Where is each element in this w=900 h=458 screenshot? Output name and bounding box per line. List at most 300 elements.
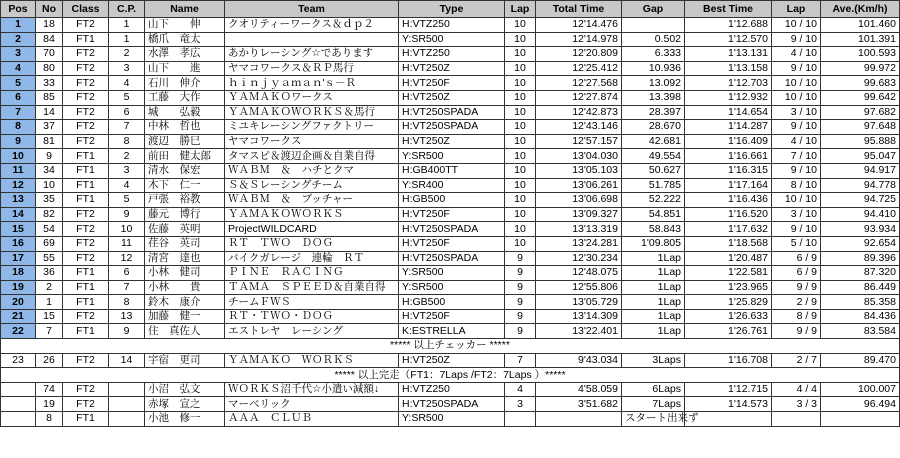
cell-type: H:VTZ250 <box>399 18 505 33</box>
cell-team: マーベリック <box>225 397 399 412</box>
cell-ave <box>821 412 900 427</box>
cell-class: FT1 <box>63 178 109 193</box>
cell-cp: 9 <box>109 324 145 339</box>
header-row <box>1 1 900 18</box>
cell-no: 35 <box>36 193 63 208</box>
cell-best-time: 1'20.487 <box>685 251 772 266</box>
cell-type: H:VT250SPADA <box>399 105 505 120</box>
cell-gap <box>622 18 685 33</box>
cell-name: 清宮 達也 <box>145 251 225 266</box>
table-row <box>1 76 900 91</box>
cell-class: FT1 <box>63 149 109 164</box>
cell-cp: 7 <box>109 120 145 135</box>
cell-name: 佐藤 英明 <box>145 222 225 237</box>
cell-team: バイクガレージ 連輪 ＲＴ <box>225 251 399 266</box>
cell-type: H:VT250Z <box>399 353 505 368</box>
cell-pos: 20 <box>1 295 36 310</box>
cell-best-time: 1'25.829 <box>685 295 772 310</box>
cell-cp: 13 <box>109 309 145 324</box>
cell-no: 14 <box>36 105 63 120</box>
cell-pos: 7 <box>1 105 36 120</box>
cell-no: 54 <box>36 222 63 237</box>
cell-cp: 6 <box>109 266 145 281</box>
table-row <box>1 90 900 105</box>
cell-total-time <box>536 412 622 427</box>
cell-lap: 10 <box>505 105 536 120</box>
cell-name: 小林 健司 <box>145 266 225 281</box>
col-no-header: No <box>36 1 63 18</box>
table-row <box>1 266 900 281</box>
cell-name: 赤塚 宣之 <box>145 397 225 412</box>
cell-no: 74 <box>36 382 63 397</box>
cell-total-time: 12'42.873 <box>536 105 622 120</box>
cell-best-lap: 8 / 10 <box>772 178 821 193</box>
cell-total-time: 3'51.682 <box>536 397 622 412</box>
cell-ave: 95.888 <box>821 134 900 149</box>
cell-lap: 10 <box>505 207 536 222</box>
cell-ave: 94.778 <box>821 178 900 193</box>
cell-type: H:VT250Z <box>399 90 505 105</box>
cell-team: ＷＯＲＫＳ沼千代☆小遣い減額↓ <box>225 382 399 397</box>
cell-best-lap: 2 / 9 <box>772 295 821 310</box>
cell-name: 小沼 弘文 <box>145 382 225 397</box>
cell-gap: 3Laps <box>622 353 685 368</box>
cell-cp: 3 <box>109 163 145 178</box>
cell-name: 前田 健太郎 <box>145 149 225 164</box>
cell-class: FT1 <box>63 324 109 339</box>
cell-no: 82 <box>36 207 63 222</box>
cell-pos: 22 <box>1 324 36 339</box>
cell-name: 中林 哲也 <box>145 120 225 135</box>
cell-total-time: 12'14.476 <box>536 18 622 33</box>
cell-total-time: 13'05.729 <box>536 295 622 310</box>
cell-type: H:VT250Z <box>399 61 505 76</box>
cell-type: H:VT250Z <box>399 134 505 149</box>
cell-gap: 1Lap <box>622 280 685 295</box>
cell-pos: 21 <box>1 309 36 324</box>
cell-best-time: 1'14.654 <box>685 105 772 120</box>
cell-cp: 9 <box>109 207 145 222</box>
cell-name: 山下 進 <box>145 61 225 76</box>
cell-best-lap: 9 / 10 <box>772 61 821 76</box>
cell-best-lap: 2 / 7 <box>772 353 821 368</box>
cell-cp: 8 <box>109 134 145 149</box>
cell-pos: 5 <box>1 76 36 91</box>
cell-cp: 2 <box>109 149 145 164</box>
cell-name: 小林 貴 <box>145 280 225 295</box>
cell-total-time: 12'57.157 <box>536 134 622 149</box>
cell-team <box>225 32 399 47</box>
cell-pos: 15 <box>1 222 36 237</box>
cell-type: H:VT250F <box>399 207 505 222</box>
cell-team: ＷＡＢＭ ＆ ブッチャー <box>225 193 399 208</box>
cell-best-time: 1'16.409 <box>685 134 772 149</box>
cell-best-lap: 9 / 10 <box>772 32 821 47</box>
cell-class: FT2 <box>63 309 109 324</box>
cell-ave: 100.007 <box>821 382 900 397</box>
cell-lap: 10 <box>505 222 536 237</box>
cell-name: 橋爪 竜太 <box>145 32 225 47</box>
cell-cp: 11 <box>109 236 145 251</box>
cell-cp: 4 <box>109 178 145 193</box>
cell-ave: 95.047 <box>821 149 900 164</box>
cell-gap: 28.397 <box>622 105 685 120</box>
cell-total-time: 13'14.309 <box>536 309 622 324</box>
col-gap-header: Gap <box>622 1 685 18</box>
cell-name: 渡辺 勝巳 <box>145 134 225 149</box>
cell-gap: 6.333 <box>622 47 685 62</box>
cell-cp: 10 <box>109 222 145 237</box>
table-row <box>1 120 900 135</box>
table-row <box>1 149 900 164</box>
col-total-time-header: Total Time <box>536 1 622 18</box>
cell-lap: 9 <box>505 324 536 339</box>
cell-pos: 14 <box>1 207 36 222</box>
table-row <box>1 353 900 368</box>
cell-no: 33 <box>36 76 63 91</box>
cell-name: 石川 伸介 <box>145 76 225 91</box>
cell-team: ＹＡＭＡＫＯ ＷＯＲＫＳ <box>225 353 399 368</box>
cell-class: FT2 <box>63 61 109 76</box>
cell-gap: 51.785 <box>622 178 685 193</box>
cell-type: H:VT250F <box>399 236 505 251</box>
cell-pos <box>1 412 36 427</box>
cell-class: FT1 <box>63 295 109 310</box>
cell-type: H:GB400TT <box>399 163 505 178</box>
table-row <box>1 324 900 339</box>
cell-class: FT1 <box>63 280 109 295</box>
cell-cp: 1 <box>109 18 145 33</box>
cell-gap: 13.092 <box>622 76 685 91</box>
cell-lap: 10 <box>505 18 536 33</box>
cell-total-time: 13'22.401 <box>536 324 622 339</box>
col-class-header: Class <box>63 1 109 18</box>
cell-ave: 101.391 <box>821 32 900 47</box>
cell-name: 城 弘毅 <box>145 105 225 120</box>
cell-type: K:ESTRELLA <box>399 324 505 339</box>
cell-type: H:VT250SPADA <box>399 251 505 266</box>
cell-best-time: 1'23.965 <box>685 280 772 295</box>
table-row <box>1 61 900 76</box>
cell-name: 藤元 博行 <box>145 207 225 222</box>
col-best-lap-header: Lap <box>772 1 821 18</box>
cell-pos: 9 <box>1 134 36 149</box>
cell-type: Y:SR500 <box>399 32 505 47</box>
cell-lap: 9 <box>505 309 536 324</box>
cell-ave: 87.320 <box>821 266 900 281</box>
cell-cp: 6 <box>109 105 145 120</box>
cell-team: ヤマコワークス＆ＲＰ馬行 <box>225 61 399 76</box>
cell-type: H:VT250SPADA <box>399 397 505 412</box>
cell-best-lap: 4 / 10 <box>772 134 821 149</box>
cell-best-lap: 3 / 10 <box>772 105 821 120</box>
cell-pos: 3 <box>1 47 36 62</box>
cell-no: 69 <box>36 236 63 251</box>
cell-total-time: 12'30.234 <box>536 251 622 266</box>
cell-best-lap: 9 / 9 <box>772 280 821 295</box>
cell-lap: 10 <box>505 90 536 105</box>
cell-pos: 18 <box>1 266 36 281</box>
cell-team: ＡＡＡ ＣＬＵＢ <box>225 412 399 427</box>
cell-team: クオリティーワークス＆ｄｐ２ <box>225 18 399 33</box>
cell-lap: 10 <box>505 120 536 135</box>
cell-pos <box>1 397 36 412</box>
cell-team: ＹＡＭＡＫＯＷＯＲＫＳ <box>225 207 399 222</box>
cell-ave: 101.460 <box>821 18 900 33</box>
table-row <box>1 412 900 427</box>
cell-best-lap: 4 / 4 <box>772 382 821 397</box>
cell-best-time: 1'16.661 <box>685 149 772 164</box>
cell-gap: 6Laps <box>622 382 685 397</box>
cell-best-time: 1'16.520 <box>685 207 772 222</box>
cell-team: ＲＴ ＴＷＯ ＤＯＧ <box>225 236 399 251</box>
cell-total-time: 9'43.034 <box>536 353 622 368</box>
cell-best-time: 1'18.568 <box>685 236 772 251</box>
col-type-header: Type <box>399 1 505 18</box>
cell-best-lap: 5 / 10 <box>772 236 821 251</box>
cell-total-time: 12'27.874 <box>536 90 622 105</box>
table-row <box>1 32 900 47</box>
cell-class: FT2 <box>63 207 109 222</box>
cell-lap: 10 <box>505 149 536 164</box>
cell-class: FT2 <box>63 105 109 120</box>
cell-best-time: 1'16.708 <box>685 353 772 368</box>
col-ave-header: Ave.(Km/h) <box>821 1 900 18</box>
cell-best-time: 1'12.932 <box>685 90 772 105</box>
cell-best-lap: 10 / 10 <box>772 90 821 105</box>
cell-ave: 92.654 <box>821 236 900 251</box>
cell-total-time: 12'25.412 <box>536 61 622 76</box>
cell-pos <box>1 382 36 397</box>
cell-name: 住 真佐人 <box>145 324 225 339</box>
cell-type: H:VT250F <box>399 76 505 91</box>
cell-pos: 1 <box>1 18 36 33</box>
cell-pos: 12 <box>1 178 36 193</box>
cell-best-time: 1'26.633 <box>685 309 772 324</box>
table-row <box>1 397 900 412</box>
cell-team: ミユキレーシングファクトリー <box>225 120 399 135</box>
cell-no: 80 <box>36 61 63 76</box>
cell-ave: 99.683 <box>821 76 900 91</box>
cell-lap: 9 <box>505 280 536 295</box>
results-body <box>1 18 900 427</box>
cell-total-time: 12'14.978 <box>536 32 622 47</box>
cell-ave: 84.436 <box>821 309 900 324</box>
cell-no: 70 <box>36 47 63 62</box>
cell-best-time: 1'12.703 <box>685 76 772 91</box>
cell-ave: 89.396 <box>821 251 900 266</box>
cell-best-lap: 8 / 9 <box>772 309 821 324</box>
cell-name: 小池 修一 <box>145 412 225 427</box>
table-row <box>1 382 900 397</box>
cell-gap: 1'09.805 <box>622 236 685 251</box>
cell-no: 26 <box>36 353 63 368</box>
cell-ave: 85.358 <box>821 295 900 310</box>
cell-total-time: 13'06.261 <box>536 178 622 193</box>
cell-type: H:VT250SPADA <box>399 120 505 135</box>
cell-type: H:VTZ250 <box>399 382 505 397</box>
cell-ave: 83.584 <box>821 324 900 339</box>
cell-pos: 13 <box>1 193 36 208</box>
cell-total-time: 13'04.030 <box>536 149 622 164</box>
table-row <box>1 236 900 251</box>
cell-gap: スタート出来ず <box>622 412 685 427</box>
cell-best-lap: 9 / 10 <box>772 163 821 178</box>
cell-best-time: 1'22.581 <box>685 266 772 281</box>
cell-class: FT2 <box>63 236 109 251</box>
cell-type: H:VTZ250 <box>399 47 505 62</box>
cell-team: ＷＡＢＭ ＆ ハチとクマ <box>225 163 399 178</box>
col-team-header: Team <box>225 1 399 18</box>
cell-team: ＹＡＭＡＫＯＷＯＲＫＳ＆馬行 <box>225 105 399 120</box>
cell-cp: 7 <box>109 280 145 295</box>
cell-best-lap: 9 / 9 <box>772 324 821 339</box>
cell-cp: 5 <box>109 90 145 105</box>
cell-best-time: 1'16.315 <box>685 163 772 178</box>
cell-type: H:VT250F <box>399 309 505 324</box>
table-row <box>1 134 900 149</box>
cell-lap: 3 <box>505 397 536 412</box>
separator-text: ***** 以上完走（FT1：7Laps /FT2：7Laps ）***** <box>1 368 900 383</box>
cell-best-lap: 3 / 3 <box>772 397 821 412</box>
cell-lap: 10 <box>505 236 536 251</box>
cell-lap: 10 <box>505 47 536 62</box>
cell-team: ProjectWILDCARD <box>225 222 399 237</box>
cell-gap: 49.554 <box>622 149 685 164</box>
cell-team: Ｓ＆Ｓレーシングチーム <box>225 178 399 193</box>
table-row <box>1 207 900 222</box>
cell-name: 戸張 裕教 <box>145 193 225 208</box>
cell-total-time: 13'13.319 <box>536 222 622 237</box>
cell-best-time: 1'16.436 <box>685 193 772 208</box>
cell-best-lap: 7 / 10 <box>772 149 821 164</box>
cell-no: 18 <box>36 18 63 33</box>
cell-type: H:GB500 <box>399 193 505 208</box>
cell-type: Y:SR500 <box>399 149 505 164</box>
cell-name: 水澤 孝広 <box>145 47 225 62</box>
cell-ave: 99.972 <box>821 61 900 76</box>
cell-ave: 97.682 <box>821 105 900 120</box>
cell-pos: 17 <box>1 251 36 266</box>
cell-cp: 1 <box>109 32 145 47</box>
cell-type: Y:SR500 <box>399 412 505 427</box>
cell-lap: 10 <box>505 61 536 76</box>
cell-team: ＴＡＭＡ ＳＰＥＥＤ＆自業自得 <box>225 280 399 295</box>
cell-cp: 5 <box>109 193 145 208</box>
cell-team: タマスピ＆渡辺企画＆自業自得 <box>225 149 399 164</box>
cell-lap: 10 <box>505 193 536 208</box>
cell-cp: 3 <box>109 61 145 76</box>
cell-gap: 1Lap <box>622 251 685 266</box>
cell-best-time: 1'13.131 <box>685 47 772 62</box>
cell-best-lap: 4 / 10 <box>772 47 821 62</box>
cell-no: 84 <box>36 32 63 47</box>
cell-team: ＹＡＭＡＫＯワークス <box>225 90 399 105</box>
cell-pos: 19 <box>1 280 36 295</box>
cell-best-time: 1'12.688 <box>685 18 772 33</box>
cell-ave: 94.410 <box>821 207 900 222</box>
cell-best-time: 1'17.632 <box>685 222 772 237</box>
cell-total-time: 12'48.075 <box>536 266 622 281</box>
table-row <box>1 280 900 295</box>
cell-best-time: 1'12.570 <box>685 32 772 47</box>
cell-name: 荏谷 英司 <box>145 236 225 251</box>
cell-best-lap: 10 / 10 <box>772 76 821 91</box>
cell-best-time: 1'12.715 <box>685 382 772 397</box>
cell-gap: 50.627 <box>622 163 685 178</box>
cell-total-time: 13'06.698 <box>536 193 622 208</box>
separator-row <box>1 368 900 383</box>
cell-no: 19 <box>36 397 63 412</box>
cell-name: 木下 仁一 <box>145 178 225 193</box>
cell-name: 加藤 健一 <box>145 309 225 324</box>
cell-total-time: 12'43.146 <box>536 120 622 135</box>
cell-gap: 1Lap <box>622 266 685 281</box>
table-row <box>1 18 900 33</box>
cell-name: 山下 伸 <box>145 18 225 33</box>
cell-class: FT1 <box>63 32 109 47</box>
cell-ave: 97.648 <box>821 120 900 135</box>
cell-gap: 58.843 <box>622 222 685 237</box>
cell-type: Y:SR500 <box>399 280 505 295</box>
cell-total-time: 13'09.327 <box>536 207 622 222</box>
cell-lap: 4 <box>505 382 536 397</box>
cell-no: 36 <box>36 266 63 281</box>
cell-best-lap: 10 / 10 <box>772 18 821 33</box>
cell-lap: 9 <box>505 295 536 310</box>
cell-total-time: 12'55.806 <box>536 280 622 295</box>
cell-best-lap: 9 / 10 <box>772 222 821 237</box>
table-row <box>1 178 900 193</box>
cell-class: FT2 <box>63 353 109 368</box>
cell-class: FT2 <box>63 90 109 105</box>
cell-no: 37 <box>36 120 63 135</box>
cell-class: FT2 <box>63 47 109 62</box>
cell-team: ヤマコワークス <box>225 134 399 149</box>
cell-lap: 9 <box>505 251 536 266</box>
cell-class: FT2 <box>63 397 109 412</box>
col-best-time-header: Best Time <box>685 1 772 18</box>
cell-class: FT2 <box>63 76 109 91</box>
cell-lap <box>505 412 536 427</box>
cell-class: FT2 <box>63 251 109 266</box>
cell-no: 2 <box>36 280 63 295</box>
cell-pos: 10 <box>1 149 36 164</box>
cell-type: H:VT250SPADA <box>399 222 505 237</box>
cell-class: FT2 <box>63 222 109 237</box>
cell-gap: 1Lap <box>622 324 685 339</box>
cell-cp: 12 <box>109 251 145 266</box>
table-row <box>1 309 900 324</box>
cell-no: 1 <box>36 295 63 310</box>
cell-gap: 28.670 <box>622 120 685 135</box>
cell-team: あかりレーシング☆であります <box>225 47 399 62</box>
col-pos-header: Pos <box>1 1 36 18</box>
cell-best-time: 1'26.761 <box>685 324 772 339</box>
cell-cp <box>109 397 145 412</box>
table-row <box>1 105 900 120</box>
cell-class: FT2 <box>63 382 109 397</box>
cell-best-lap: 6 / 9 <box>772 251 821 266</box>
cell-no: 10 <box>36 178 63 193</box>
cell-cp: 14 <box>109 353 145 368</box>
table-row <box>1 251 900 266</box>
cell-gap: 1Lap <box>622 309 685 324</box>
cell-ave: 99.642 <box>821 90 900 105</box>
cell-cp: 4 <box>109 76 145 91</box>
cell-lap: 7 <box>505 353 536 368</box>
cell-team: ＰＩＮＥ ＲＡＣＩＮＧ <box>225 266 399 281</box>
